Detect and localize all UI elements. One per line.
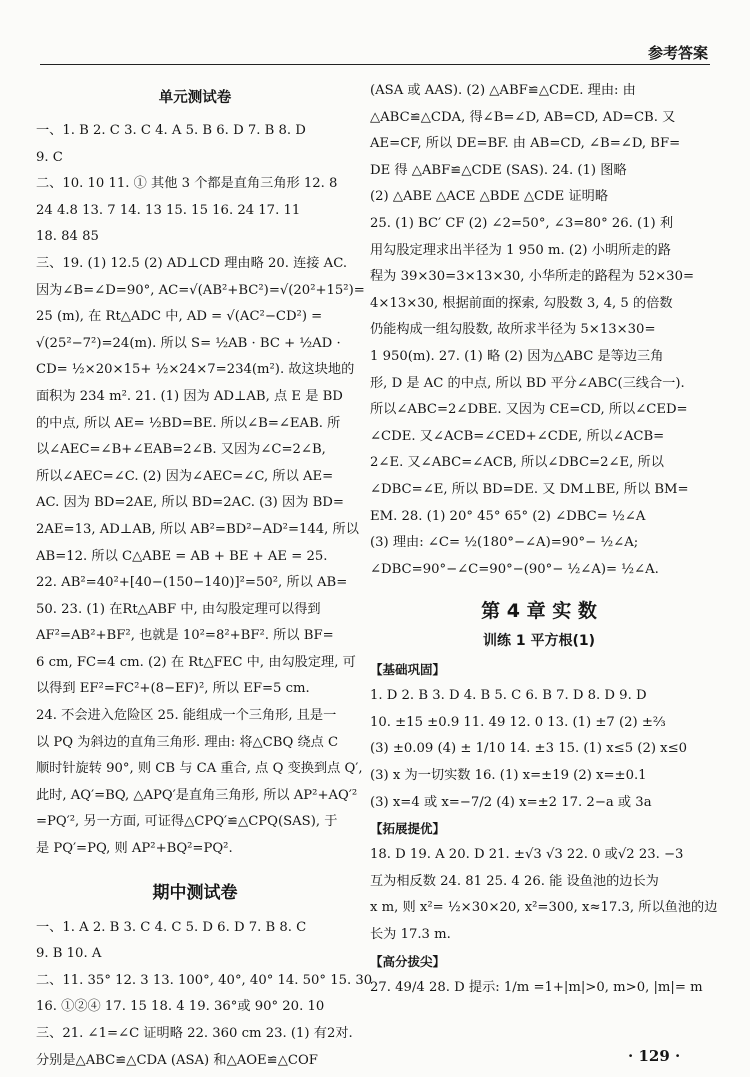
lesson-title: 训练 1 平方根(1) (482, 633, 596, 650)
answer-line: (3) ±0.09 (4) ± 1/10 14. ±3 15. (1) x≤5 (2) x≤0 (370, 741, 688, 757)
answer-line: AB=12. 所以 C△ABE = AB + BE + AE = 25. (36, 548, 328, 564)
basic-answers (370, 683, 708, 816)
chapter-title: 第 4 章 实 数 (481, 600, 597, 623)
answer-line: 三、21. ∠1=∠C 证明略 22. 360 cm 23. (1) 有2对. (36, 1026, 353, 1041)
answer-line: 一、1. A 2. B 3. C 4. C 5. D 6. D 7. B 8. C (36, 919, 307, 935)
answer-line: 18. 84 85 (36, 229, 99, 245)
extend-answers (370, 842, 718, 948)
answer-line: 的中点, 所以 AE= ½BD=BE. 所以∠B=∠EAB. 所 (36, 415, 341, 431)
extend-section-tag: 【拓展提优】 (370, 821, 446, 837)
answer-line: 一、1. B 2. C 3. C 4. A 5. B 6. D 7. B 8. D (36, 123, 306, 138)
answer-line: 6 cm, FC=4 cm. (2) 在 Rt△FEC 中, 由勾股定理, 可 (36, 654, 356, 670)
answer-line: AC. 因为 BD=2AE, 所以 BD=2AC. (3) 因为 BD= (36, 495, 344, 511)
answer-line: 16. ①②④ 17. 15 18. 4 19. 36°或 90° 20. 10 (36, 999, 325, 1015)
answer-line: 是 PQ′=PQ, 则 AP²+BQ²=PQ². (36, 841, 233, 857)
answer-line: 分别是△ABC≌△CDA (ASA) 和△AOE≌△COF (36, 1052, 318, 1068)
answer-line: 此时, AQ′=BQ, △APQ′是直角三角形, 所以 AP²+AQ′² (36, 787, 358, 803)
answer-line: 以得到 EF²=FC²+(8−EF)², 所以 EF=5 cm. (36, 681, 310, 697)
answer-line: 用勾股定理求出半径为 1 950 m. (2) 小明所走的路 (370, 242, 671, 258)
answer-line: 9. B 10. A (36, 946, 102, 962)
unit-test-answers (36, 118, 365, 863)
answer-line: 顺时针旋转 90°, 则 CB 与 CA 重合, 点 Q 变换到点 Q′, (36, 761, 363, 777)
page-number: · 129 · (628, 1047, 681, 1065)
answer-line: DE 得 △ABF≌△CDE (SAS). 24. (1) 图略 (370, 162, 627, 178)
answer-line: 24. 不会进入危险区 25. 能组成一个三角形, 且是一 (36, 708, 337, 724)
answer-line: 长为 17.3 m. (370, 927, 451, 943)
answer-line: 1 950(m). 27. (1) 略 (2) 因为△ABC 是等边三角 (370, 348, 664, 364)
answer-line: 二、11. 35° 12. 3 13. 100°, 40°, 40° 14. 50° 15. 30 (36, 972, 373, 988)
header-rule (40, 64, 710, 65)
answer-line: 27. 49/4 28. D 提示: 1/m =1+|m|>0, m>0, |m|= m (370, 979, 703, 995)
answer-line: 50. 23. (1) 在Rt△ABF 中, 由勾股定理可以得到 (36, 601, 321, 617)
answer-line: 25. (1) BC′ CF (2) ∠2=50°, ∠3=80° 26. (1) 利 (370, 215, 674, 231)
answer-line: 仍能构成一组勾股数, 故所求半径为 5×13×30= (370, 322, 656, 338)
unit-test-title: 单元测试卷 (158, 90, 232, 106)
answer-line: (3) 理由: ∠C= ½(180°−∠A)=90°− ½∠A; (370, 535, 639, 551)
answer-line: 三、19. (1) 12.5 (2) AD⊥CD 理由略 20. 连接 AC. (36, 255, 348, 271)
answer-line: 面积为 234 m². 21. (1) 因为 AD⊥AB, 点 E 是 BD (36, 388, 343, 404)
answer-line: 以∠AEC=∠B+∠EAB=2∠B. 又因为∠C=2∠B, (36, 442, 326, 458)
advanced-answers (370, 975, 708, 1002)
answer-line: 18. D 19. A 20. D 21. ±√3 √3 22. 0 或√2 23. −3 (370, 847, 684, 863)
answer-line: ∠DBC=90°−∠C=90°−(90°− ½∠A)= ½∠A. (370, 561, 659, 577)
right-column (370, 78, 718, 1001)
answer-line: 24 4.8 13. 7 14. 13 15. 15 16. 24 17. 11 (36, 202, 301, 218)
answer-line: (2) △ABE △ACE △BDE △CDE 证明略 (370, 189, 609, 205)
answer-line: 9. C (36, 149, 63, 165)
answer-line: (ASA 或 AAS). (2) △ABF≌△CDE. 理由: 由 (370, 83, 636, 98)
answer-line: CD= ½×20×15+ ½×24×7=234(m²). 故这块地的 (36, 362, 355, 378)
left-column (36, 78, 373, 1074)
answer-line: 所以∠ABC=2∠DBE. 又因为 CE=CD, 所以∠CED= (370, 402, 688, 418)
answer-line: 程为 39×30=3×13×30, 小华所走的路程为 52×30= (370, 269, 695, 285)
answer-line: 4×13×30, 根据前面的探索, 勾股数 3, 4, 5 的倍数 (370, 295, 673, 311)
answer-line: 22. AB²=40²+[40−(150−140)]²=50², 所以 AB= (36, 575, 348, 591)
answer-line: 所以∠AEC=∠C. (2) 因为∠AEC=∠C, 所以 AE= (36, 468, 334, 484)
answer-line: 互为相反数 24. 81 25. 4 26. 能 设鱼池的边长为 (370, 873, 659, 889)
midterm-title: 期中测试卷 (152, 882, 238, 903)
answer-line: 二、10. 10 11. ① 其他 3 个都是直角三角形 12. 8 (36, 176, 338, 192)
basic-section-tag: 【基础巩固】 (370, 662, 446, 678)
answer-line: AF²=AB²+BF², 也就是 10²=8²+BF². 所以 BF= (36, 628, 334, 644)
answer-line: x m, 则 x²= ½×30×20, x²=300, x≈17.3, 所以鱼池的边 (370, 900, 718, 916)
answer-line: 2∠E. 又∠ABC=∠ACB, 所以∠DBC=2∠E, 所以 (370, 455, 664, 471)
midterm-continued-answers (370, 78, 708, 583)
midterm-answers (36, 915, 373, 1075)
answer-line: (3) x 为一切实数 16. (1) x=±19 (2) x=±0.1 (370, 768, 647, 784)
answer-line: ∠DBC=∠E, 所以 BD=DE. 又 DM⊥BE, 所以 BM= (370, 481, 689, 497)
advanced-section-tag: 【高分拔尖】 (370, 953, 446, 969)
answer-line: 以 PQ 为斜边的直角三角形. 理由: 将△CBQ 绕点 C (36, 734, 339, 750)
answer-line: 形, D 是 AC 的中点, 所以 BD 平分∠ABC(三线合一). (370, 375, 685, 391)
answer-line: 25 (m), 在 Rt△ADC 中, AD = √(AC²−CD²) = (36, 309, 323, 325)
answer-line: ∠CDE. 又∠ACB=∠CED+∠CDE, 所以∠ACB= (370, 428, 665, 444)
answer-line: AE=CF, 所以 DE=BF. 由 AB=CD, ∠B=∠D, BF= (370, 136, 681, 152)
answer-line: EM. 28. (1) 20° 45° 65° (2) ∠DBC= ½∠A (370, 508, 646, 524)
answer-line: (3) x=4 或 x=−7/2 (4) x=±2 17. 2−a 或 3a (370, 794, 652, 810)
answer-line: 因为∠B=∠D=90°, AC=√(AB²+BC²)=√(20²+15²)= (36, 282, 365, 298)
answer-line: =PQ′², 另一方面, 可证得△CPQ′≌△CPQ(SAS), 于 (36, 814, 338, 830)
answer-line: 10. ±15 ±0.9 11. 49 12. 0 13. (1) ±7 (2) ±⅔ (370, 714, 666, 730)
page-header-title: 参考答案 (647, 44, 708, 62)
answer-line: 2AE=13, AD⊥AB, 所以 AB²=BD²−AD²=144, 所以 (36, 521, 359, 537)
answer-line: 1. D 2. B 3. D 4. B 5. C 6. B 7. D 8. D 9. D (370, 688, 647, 704)
answer-line: △ABC≌△CDA, 得∠B=∠D, AB=CD, AD=CB. 又 (370, 109, 676, 125)
answer-line: √(25²−7²)=24(m). 所以 S= ½AB · BC + ½AD · (36, 335, 341, 351)
